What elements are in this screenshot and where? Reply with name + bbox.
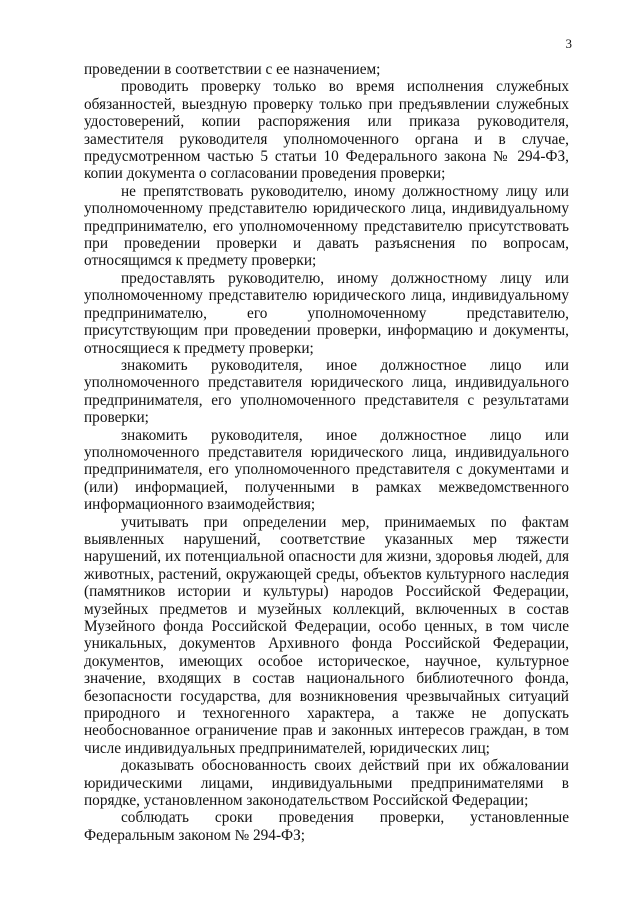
paragraph-acquaint-results: знакомить руководителя, иное должностное лицо или уполномоченного представителя юридического лица, индивидуального предпринимателя, его уполномоченного представителя с результатами проверки; (84, 356, 569, 427)
paragraph-provide-information: предоставлять руководителю, иному должностному лицу или уполномоченному представителю юридического лица, индивидуальному предпринимателю, его уполномоченному представителю, присутствующим при проведении проверки, информацию и документы, относящиеся к предмету проверки; (84, 269, 569, 357)
paragraph-observe-deadlines: соблюдать сроки проведения проверки, установленные Федеральным законом № 294-ФЗ; (84, 809, 569, 844)
paragraph-not-obstruct: не препятствовать руководителю, иному должностному лицу или уполномоченному представителю юридического лица, индивидуальному предпринимателю, его уполномоченному представителю присутствовать при проведении проверки и давать разъяснения по вопросам, относящимся к предмету проверки; (84, 182, 569, 270)
paragraph-prove-validity: доказывать обоснованность своих действий при их обжаловании юридическими лицами, индивидуальными предпринимателями в порядке, установленном законодательством Российской Федерации; (84, 757, 569, 810)
paragraph-acquaint-documents: знакомить руководителя, иное должностное лицо или уполномоченного представителя юридического лица, индивидуального предпринимателя, его уполномоченного представителя с документами и (или) информацией, полученными в рамках межведомственного информационного взаимодействия; (84, 426, 569, 514)
paragraph-continuation: проведении в соответствии с ее назначением; (84, 61, 381, 78)
paragraph-conduct-inspection: проводить проверку только во время исполнения служебных обязанностей, выездную проверку только при предъявлении служебных удостоверений, копии распоряжения или приказа руководителя, заместителя руководителя уполномоченного органа и в случае, предусмотренном частью 5 статьи 10 Федерального закона № 294-ФЗ, копии документа о согласовании проведения проверки; (84, 78, 569, 183)
document-body (84, 61, 569, 844)
page-number: 3 (565, 36, 572, 51)
paragraph-consider-measures: учитывать при определении мер, принимаемых по фактам выявленных нарушений, соответствие указанных мер тяжести нарушений, их потенциальной опасности для жизни, здоровья людей, для животных, растений, окружающей среды, объектов культурного наследия (памятников истории и культуры) народов Российской Федерации, музейных предметов и музейных коллекций, включенных в состав Музейного фонда Российской Федерации, особо ценных, в том числе уникальных, документов Архивного фонда Российской Федерации, документов, имеющих особое историческое, научное, культурное значение, входящих в состав национального библиотечного фонда, безопасности государства, для возникновения чрезвычайных ситуаций природного и техногенного характера, а также не допускать необоснованное ограничение прав и законных интересов граждан, в том числе индивидуальных предпринимателей, юридических лиц; (84, 513, 569, 757)
